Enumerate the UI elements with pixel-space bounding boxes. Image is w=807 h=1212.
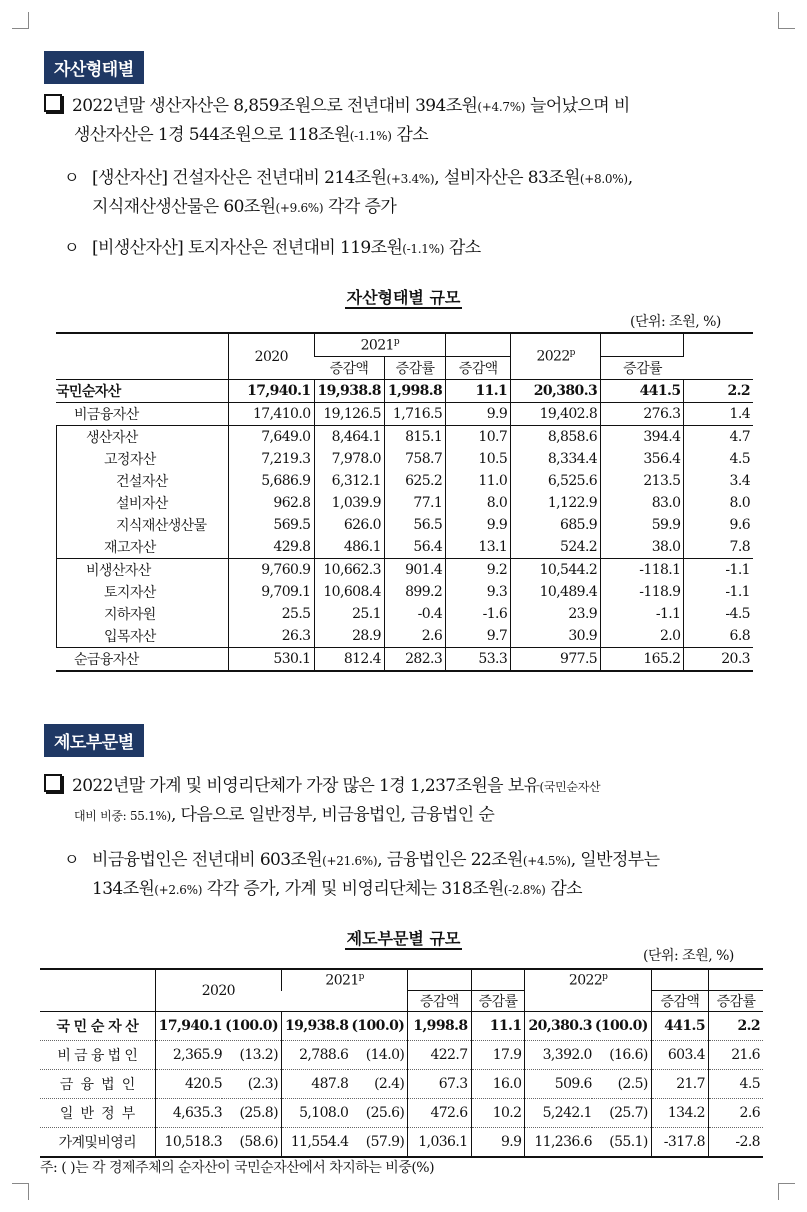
table-cell: -1.1 xyxy=(684,581,753,603)
bullet-production-assets: 2022년말 생산자산은 8,859조원으로 전년대비 394조원(+4.7%) 늘어났으며 비 생산자산은 1경 544조원으로 118조원(-1.1%) 감소 xyxy=(44,92,774,150)
table-cell: 10.5 xyxy=(446,448,511,470)
row-label: 가계및비영리 xyxy=(40,1128,155,1158)
table-cell: 11,554.4 xyxy=(281,1128,348,1158)
table-cell: 10,544.2 xyxy=(511,559,601,582)
table-cell: 603.4 xyxy=(651,1041,708,1070)
table-cell: (25.6) xyxy=(348,1099,407,1128)
table-cell: 23.9 xyxy=(511,603,601,625)
table-cell: 441.5 xyxy=(651,1012,708,1041)
header-rate-2021: 증감률 xyxy=(384,357,445,380)
table-cell: 7.8 xyxy=(684,536,753,559)
table-cell: -1.6 xyxy=(446,603,511,625)
table-cell: 422.7 xyxy=(408,1041,471,1070)
table-cell: 11,236.6 xyxy=(525,1128,592,1158)
table-cell: (2.5) xyxy=(592,1070,651,1099)
table-cell: -118.1 xyxy=(601,559,684,582)
table-cell: 25.5 xyxy=(229,603,314,625)
table-cell: 1,716.5 xyxy=(384,403,445,426)
table-cell: 10,608.4 xyxy=(314,581,384,603)
header-rate-2022: 증감률 xyxy=(601,357,684,380)
table-cell: 17,410.0 xyxy=(229,403,314,426)
table-cell: 11.1 xyxy=(471,1012,525,1041)
row-label: 비생산자산 xyxy=(56,559,229,582)
table-cell: 19,402.8 xyxy=(511,403,601,426)
table-cell: 8,858.6 xyxy=(511,426,601,449)
table-cell: 53.3 xyxy=(446,648,511,672)
table-cell: 38.0 xyxy=(601,536,684,559)
table-row xyxy=(56,536,753,559)
table-cell: 8,464.1 xyxy=(314,426,384,449)
corner-mark xyxy=(12,12,29,29)
table-cell: 1,039.9 xyxy=(314,492,384,514)
table-cell: 20,380.3 xyxy=(511,380,601,403)
asset-type-table xyxy=(56,332,753,672)
table-cell: 486.1 xyxy=(314,536,384,559)
table-cell: 83.0 xyxy=(601,492,684,514)
table-cell: 17,940.1 xyxy=(229,380,314,403)
sub-sector-changes: ㅇ 비금융법인은 전년대비 603조원(+21.6%), 금융법인은 22조원(+4.5%), 일반정부는 134조원(+2.6%) 각각 증가, 가계 및 비영리단체는 318조원(-2.8%) 감소 xyxy=(64,846,774,904)
table-cell: 4.7 xyxy=(684,426,753,449)
table-cell: 1,122.9 xyxy=(511,492,601,514)
corner-mark xyxy=(12,1183,29,1200)
row-label: 지식재산생산물 xyxy=(56,514,229,536)
table-row xyxy=(56,648,753,672)
table-cell: 5,108.0 xyxy=(281,1099,348,1128)
row-label: 건설자산 xyxy=(56,470,229,492)
table-cell: 472.6 xyxy=(408,1099,471,1128)
row-label: 국 민 순 자 산 xyxy=(40,1012,155,1041)
table-row xyxy=(56,492,753,514)
table-cell: 9.7 xyxy=(446,625,511,648)
table-cell: 10.7 xyxy=(446,426,511,449)
table-row xyxy=(40,1070,763,1099)
sub-production-assets: ㅇ [생산자산] 건설자산은 전년대비 214조원(+3.4%), 설비자산은 83조원(+8.0%), 지식재산생산물은 60조원(+9.6%) 각각 증가 xyxy=(64,164,774,222)
table-cell: 13.1 xyxy=(446,536,511,559)
table-cell: -0.4 xyxy=(384,603,445,625)
table-cell: (25.8) xyxy=(222,1099,281,1128)
table-row xyxy=(40,1128,763,1158)
table-cell: 11.0 xyxy=(446,470,511,492)
table-cell: 9.9 xyxy=(471,1128,525,1158)
table-row xyxy=(56,380,753,403)
table-cell: 356.4 xyxy=(601,448,684,470)
bullet-household-assets: 2022년말 가계 및 비영리단체가 가장 많은 1경 1,237조원을 보유(국민순자산 대비 비중: 55.1%), 다음으로 일반정부, 비금융법인, 금융법인 순 xyxy=(44,772,774,830)
table-cell: 19,126.5 xyxy=(314,403,384,426)
table-cell: 10,489.4 xyxy=(511,581,601,603)
checkbox-square-icon xyxy=(44,94,62,112)
row-label: 입목자산 xyxy=(56,625,229,648)
table-cell: 19,938.8 xyxy=(281,1012,348,1041)
table-cell: -2.8 xyxy=(708,1128,763,1158)
row-label: 국민순자산 xyxy=(56,380,229,403)
table-row xyxy=(56,448,753,470)
table-row xyxy=(40,1041,763,1070)
table-cell: 1,998.8 xyxy=(408,1012,471,1041)
row-label: 순금융자산 xyxy=(56,648,229,672)
table1-unit: (단위: 조원, %) xyxy=(630,314,721,330)
table2-unit: (단위: 조원, %) xyxy=(643,948,734,964)
table-cell: -317.8 xyxy=(651,1128,708,1158)
table-cell: 6.8 xyxy=(684,625,753,648)
table-cell: 10,662.3 xyxy=(314,559,384,582)
checkbox-square-icon xyxy=(44,774,62,792)
table-cell: 441.5 xyxy=(601,380,684,403)
table-cell: 56.5 xyxy=(384,514,445,536)
header-2022: 2022$^p$ xyxy=(511,333,601,380)
table-cell: 8,334.4 xyxy=(511,448,601,470)
table-cell: (2.3) xyxy=(222,1070,281,1099)
table-cell: 282.3 xyxy=(384,648,445,672)
header-inc-2022: 증감액 xyxy=(651,991,708,1012)
table-cell: (58.6) xyxy=(222,1128,281,1158)
header-inc-2022: 증감액 xyxy=(446,357,511,380)
table-row xyxy=(56,625,753,648)
table-cell: 1.4 xyxy=(684,403,753,426)
table-cell: 2.0 xyxy=(601,625,684,648)
table-cell: 685.9 xyxy=(511,514,601,536)
table-cell: (13.2) xyxy=(222,1041,281,1070)
table-cell: 7,978.0 xyxy=(314,448,384,470)
table-cell: 8.0 xyxy=(446,492,511,514)
table-cell: (57.9) xyxy=(348,1128,407,1158)
table-cell: 30.9 xyxy=(511,625,601,648)
table-cell: 28.9 xyxy=(314,625,384,648)
table-cell: 2,365.9 xyxy=(155,1041,222,1070)
table1-title: 자산형태별 규모 xyxy=(346,288,461,307)
table-row xyxy=(56,514,753,536)
table-cell: 7,219.3 xyxy=(229,448,314,470)
circle-bullet-icon: ㅇ xyxy=(64,850,79,869)
table-cell: 1,998.8 xyxy=(384,380,445,403)
institutional-sector-table xyxy=(40,968,763,1158)
table-cell: 213.5 xyxy=(601,470,684,492)
table-cell: 21.6 xyxy=(708,1041,763,1070)
table-cell: (16.6) xyxy=(592,1041,651,1070)
table-cell: 626.0 xyxy=(314,514,384,536)
table-cell: 2.2 xyxy=(684,380,753,403)
table-cell: 10,518.3 xyxy=(155,1128,222,1158)
table-cell: 165.2 xyxy=(601,648,684,672)
table-cell: (14.0) xyxy=(348,1041,407,1070)
header-2020: 2020 xyxy=(155,969,281,1012)
table-cell: 815.1 xyxy=(384,426,445,449)
table-cell: 487.8 xyxy=(281,1070,348,1099)
table-cell: 977.5 xyxy=(511,648,601,672)
table-cell: 2.6 xyxy=(708,1099,763,1128)
table-cell: 394.4 xyxy=(601,426,684,449)
table-cell: 134.2 xyxy=(651,1099,708,1128)
row-label: 비 금 융 법 인 xyxy=(40,1041,155,1070)
table-cell: 9.3 xyxy=(446,581,511,603)
header-2020: 2020 xyxy=(229,333,314,380)
table-cell: 17,940.1 xyxy=(155,1012,222,1041)
table-cell: 20.3 xyxy=(684,648,753,672)
table-cell: -1.1 xyxy=(601,603,684,625)
table-cell: 7,649.0 xyxy=(229,426,314,449)
circle-bullet-icon: ㅇ xyxy=(64,238,79,257)
sub-nonproduction-assets: ㅇ [비생산자산] 토지자산은 전년대비 119조원(-1.1%) 감소 xyxy=(64,234,774,263)
table-cell: (100.0) xyxy=(348,1012,407,1041)
header-inc-2021: 증감액 xyxy=(314,357,384,380)
table-cell: 2,788.6 xyxy=(281,1041,348,1070)
table-cell: 56.4 xyxy=(384,536,445,559)
table-cell: 509.6 xyxy=(525,1070,592,1099)
table-cell: 2.6 xyxy=(384,625,445,648)
table-cell: -118.9 xyxy=(601,581,684,603)
corner-mark xyxy=(778,12,795,29)
table-cell: 524.2 xyxy=(511,536,601,559)
table-cell: 21.7 xyxy=(651,1070,708,1099)
table-row xyxy=(56,603,753,625)
table-cell: 77.1 xyxy=(384,492,445,514)
header-2021: 2021$^p$ xyxy=(281,969,407,991)
table-row xyxy=(56,403,753,426)
table-cell: 758.7 xyxy=(384,448,445,470)
table-cell: 9.6 xyxy=(684,514,753,536)
header-2021: 2021$^p$ xyxy=(314,333,446,357)
table-cell: 2.2 xyxy=(708,1012,763,1041)
row-label: 지하자원 xyxy=(56,603,229,625)
table-cell: (100.0) xyxy=(592,1012,651,1041)
table-cell: 9.9 xyxy=(446,514,511,536)
table-cell: 59.9 xyxy=(601,514,684,536)
table-cell: (55.1) xyxy=(592,1128,651,1158)
table-cell: 5,242.1 xyxy=(525,1099,592,1128)
table-cell: 429.8 xyxy=(229,536,314,559)
table-row xyxy=(40,1012,763,1041)
table-cell: 625.2 xyxy=(384,470,445,492)
header-2022: 2022$^p$ xyxy=(525,969,651,991)
table-cell: 6,312.1 xyxy=(314,470,384,492)
table-row xyxy=(56,426,753,449)
table-cell: 4.5 xyxy=(708,1070,763,1099)
table-cell: -4.5 xyxy=(684,603,753,625)
table-cell: 11.1 xyxy=(446,380,511,403)
table2-note: 주: ( )는 각 경제주체의 순자산이 국민순자산에서 차지하는 비중(%) xyxy=(40,1160,435,1176)
section-label-asset-type: 자산형태별 xyxy=(44,51,144,84)
table-cell: (25.7) xyxy=(592,1099,651,1128)
table-cell: 1,036.1 xyxy=(408,1128,471,1158)
table-row xyxy=(56,581,753,603)
table-cell: (100.0) xyxy=(222,1012,281,1041)
table-cell: 4.5 xyxy=(684,448,753,470)
table-cell: 9.9 xyxy=(446,403,511,426)
table-cell: 530.1 xyxy=(229,648,314,672)
row-label: 일 반 정 부 xyxy=(40,1099,155,1128)
corner-mark xyxy=(778,1183,795,1200)
table-cell: 25.1 xyxy=(314,603,384,625)
table-cell: 420.5 xyxy=(155,1070,222,1099)
table-cell: 16.0 xyxy=(471,1070,525,1099)
table-cell: 9,760.9 xyxy=(229,559,314,582)
table-cell: 20,380.3 xyxy=(525,1012,592,1041)
header-rate-2021: 증감률 xyxy=(471,991,525,1012)
table-cell: 276.3 xyxy=(601,403,684,426)
table-cell: 3.4 xyxy=(684,470,753,492)
table-cell: 812.4 xyxy=(314,648,384,672)
table-cell: 901.4 xyxy=(384,559,445,582)
header-inc-2021: 증감액 xyxy=(408,991,471,1012)
table-cell: 26.3 xyxy=(229,625,314,648)
table-cell: 569.5 xyxy=(229,514,314,536)
table-cell: 6,525.6 xyxy=(511,470,601,492)
table-cell: 8.0 xyxy=(684,492,753,514)
table2-title: 제도부문별 규모 xyxy=(346,929,461,948)
table-cell: 962.8 xyxy=(229,492,314,514)
table-row xyxy=(40,1099,763,1128)
row-label: 생산자산 xyxy=(56,426,229,449)
row-label: 금 융 법 인 xyxy=(40,1070,155,1099)
row-label: 토지자산 xyxy=(56,581,229,603)
table-cell: -1.1 xyxy=(684,559,753,582)
row-label: 재고자산 xyxy=(56,536,229,559)
table-cell: (2.4) xyxy=(348,1070,407,1099)
table-cell: 5,686.9 xyxy=(229,470,314,492)
table-row xyxy=(56,470,753,492)
table-cell: 17.9 xyxy=(471,1041,525,1070)
table-row xyxy=(56,559,753,582)
table-cell: 9.2 xyxy=(446,559,511,582)
table-cell: 899.2 xyxy=(384,581,445,603)
header-rate-2022: 증감률 xyxy=(708,991,763,1012)
table-cell: 3,392.0 xyxy=(525,1041,592,1070)
table-cell: 9,709.1 xyxy=(229,581,314,603)
table-cell: 4,635.3 xyxy=(155,1099,222,1128)
circle-bullet-icon: ㅇ xyxy=(64,168,79,187)
table-cell: 19,938.8 xyxy=(314,380,384,403)
row-label: 비금융자산 xyxy=(74,407,139,423)
table-cell: 67.3 xyxy=(408,1070,471,1099)
table-cell: 10.2 xyxy=(471,1099,525,1128)
row-label: 고정자산 xyxy=(56,448,229,470)
row-label: 설비자산 xyxy=(56,492,229,514)
section-label-institutional-sector: 제도부문별 xyxy=(44,724,144,757)
